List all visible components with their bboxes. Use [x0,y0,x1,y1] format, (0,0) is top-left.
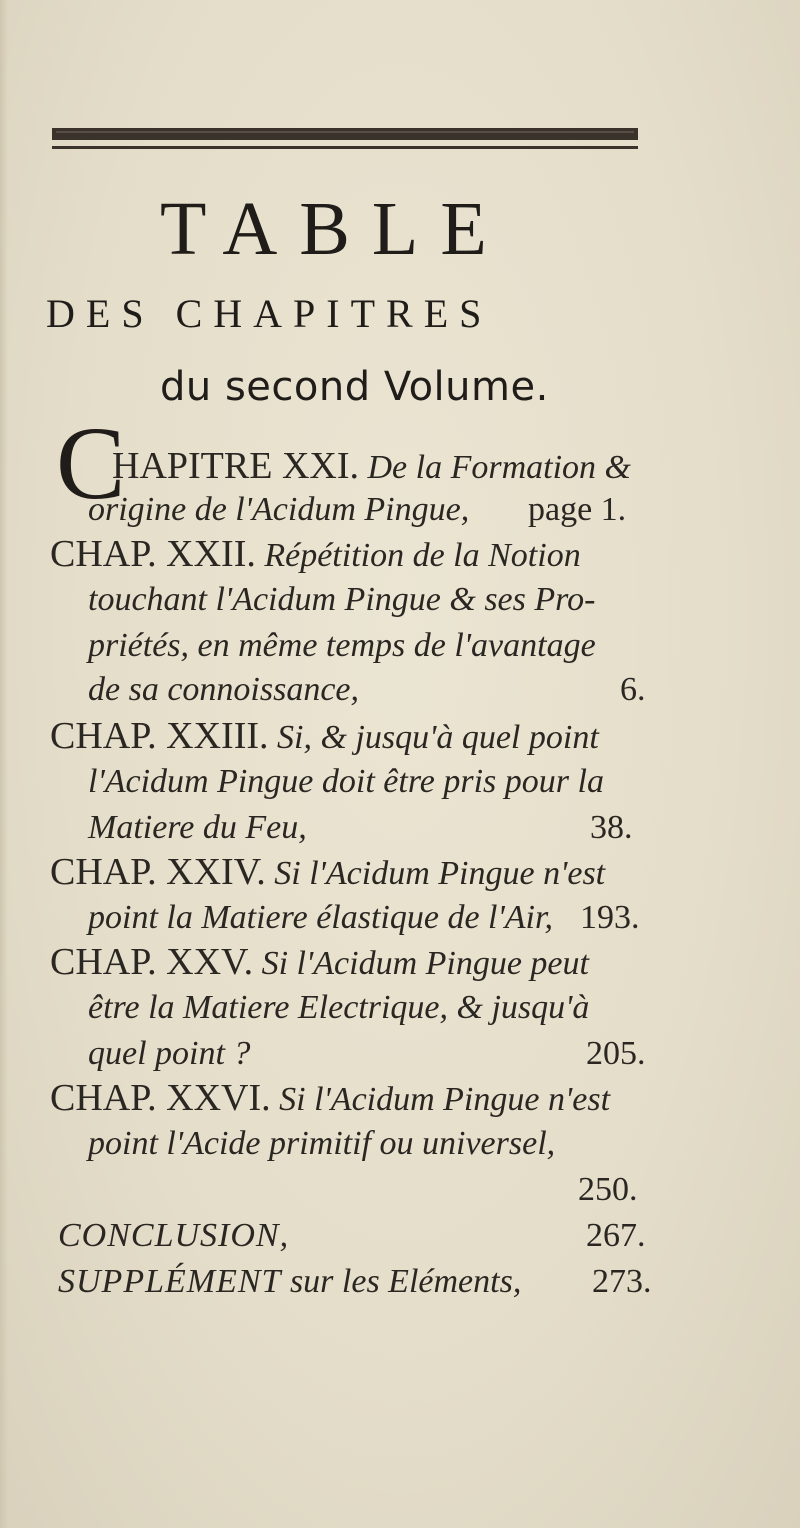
chapter-entry-xxv [50,942,589,984]
page-number: 205. [586,1035,646,1072]
chapter-title-line: Si, & jusqu'à quel point [277,719,599,756]
chapter-title-line: origine de l'Acidum Pingue, [88,491,470,528]
chapter-title-line: sur les Eléments, [289,1263,522,1300]
chapter-title-line: touchant l'Acidum Pingue & ses Pro- [88,581,596,618]
chapter-title-line: point l'Acide primitif ou universel, [88,1125,556,1162]
chapter-title-line: point la Matiere élastique de l'Air, [88,899,553,936]
page-number: page 1. [528,491,627,528]
chapter-entry-xxi [112,446,631,488]
chapter-label: CHAP. XXV. [50,941,254,983]
chapter-entry-xxvi [50,1078,610,1120]
chapter-title-line: Si l'Acidum Pingue n'est [279,1081,611,1118]
page-number: 38. [590,809,633,846]
page-number: 273. [592,1263,652,1300]
chapter-title-line: priétés, en même temps de l'avantage [88,627,596,664]
conclusion-entry [58,1216,289,1256]
page-number: 193. [580,899,640,936]
chapter-label: SUPPLÉMENT [58,1263,282,1300]
chapter-label: CHAP. XXVI. [50,1077,271,1119]
chapter-title-line: Répétition de la Notion [264,537,581,574]
chapter-entry-xxiii [50,716,599,758]
chapter-entry-xxii [50,534,581,576]
chapter-title-line: l'Acidum Pingue doit être pris pour la [88,763,604,800]
supplement-entry [58,1262,521,1302]
chapter-label: CONCLUSION, [58,1217,290,1254]
chapter-title-line: être la Matiere Electrique, & jusqu'à [88,989,590,1026]
chapter-label: CHAP. XXIV. [50,851,266,893]
page-number: 6. [620,671,646,708]
chapter-title-line: Si l'Acidum Pingue peut [261,945,589,982]
page-number: 267. [586,1217,646,1254]
chapter-title-line: Si l'Acidum Pingue n'est [274,855,606,892]
chapter-entry-xxiv [50,852,605,894]
drop-cap: C [56,406,126,521]
chapter-title-line: de sa connoissance, [88,671,360,708]
chapter-label: CHAP. XXII. [50,533,256,575]
chapter-label: CHAP. XXIII. [50,715,269,757]
chapter-label: HAPITRE XXI. [112,445,359,487]
subtitle-volume: du second Volume. [160,364,549,410]
chapter-title-line: quel point ? [88,1035,251,1072]
subtitle-chapitres: DES CHAPITRES [46,291,493,336]
chapter-title-line: Matiere du Feu, [88,809,307,846]
page-number: 250. [578,1171,638,1208]
title-table: TABLE [160,187,509,271]
chapter-title-line: De la Formation & [367,449,631,486]
